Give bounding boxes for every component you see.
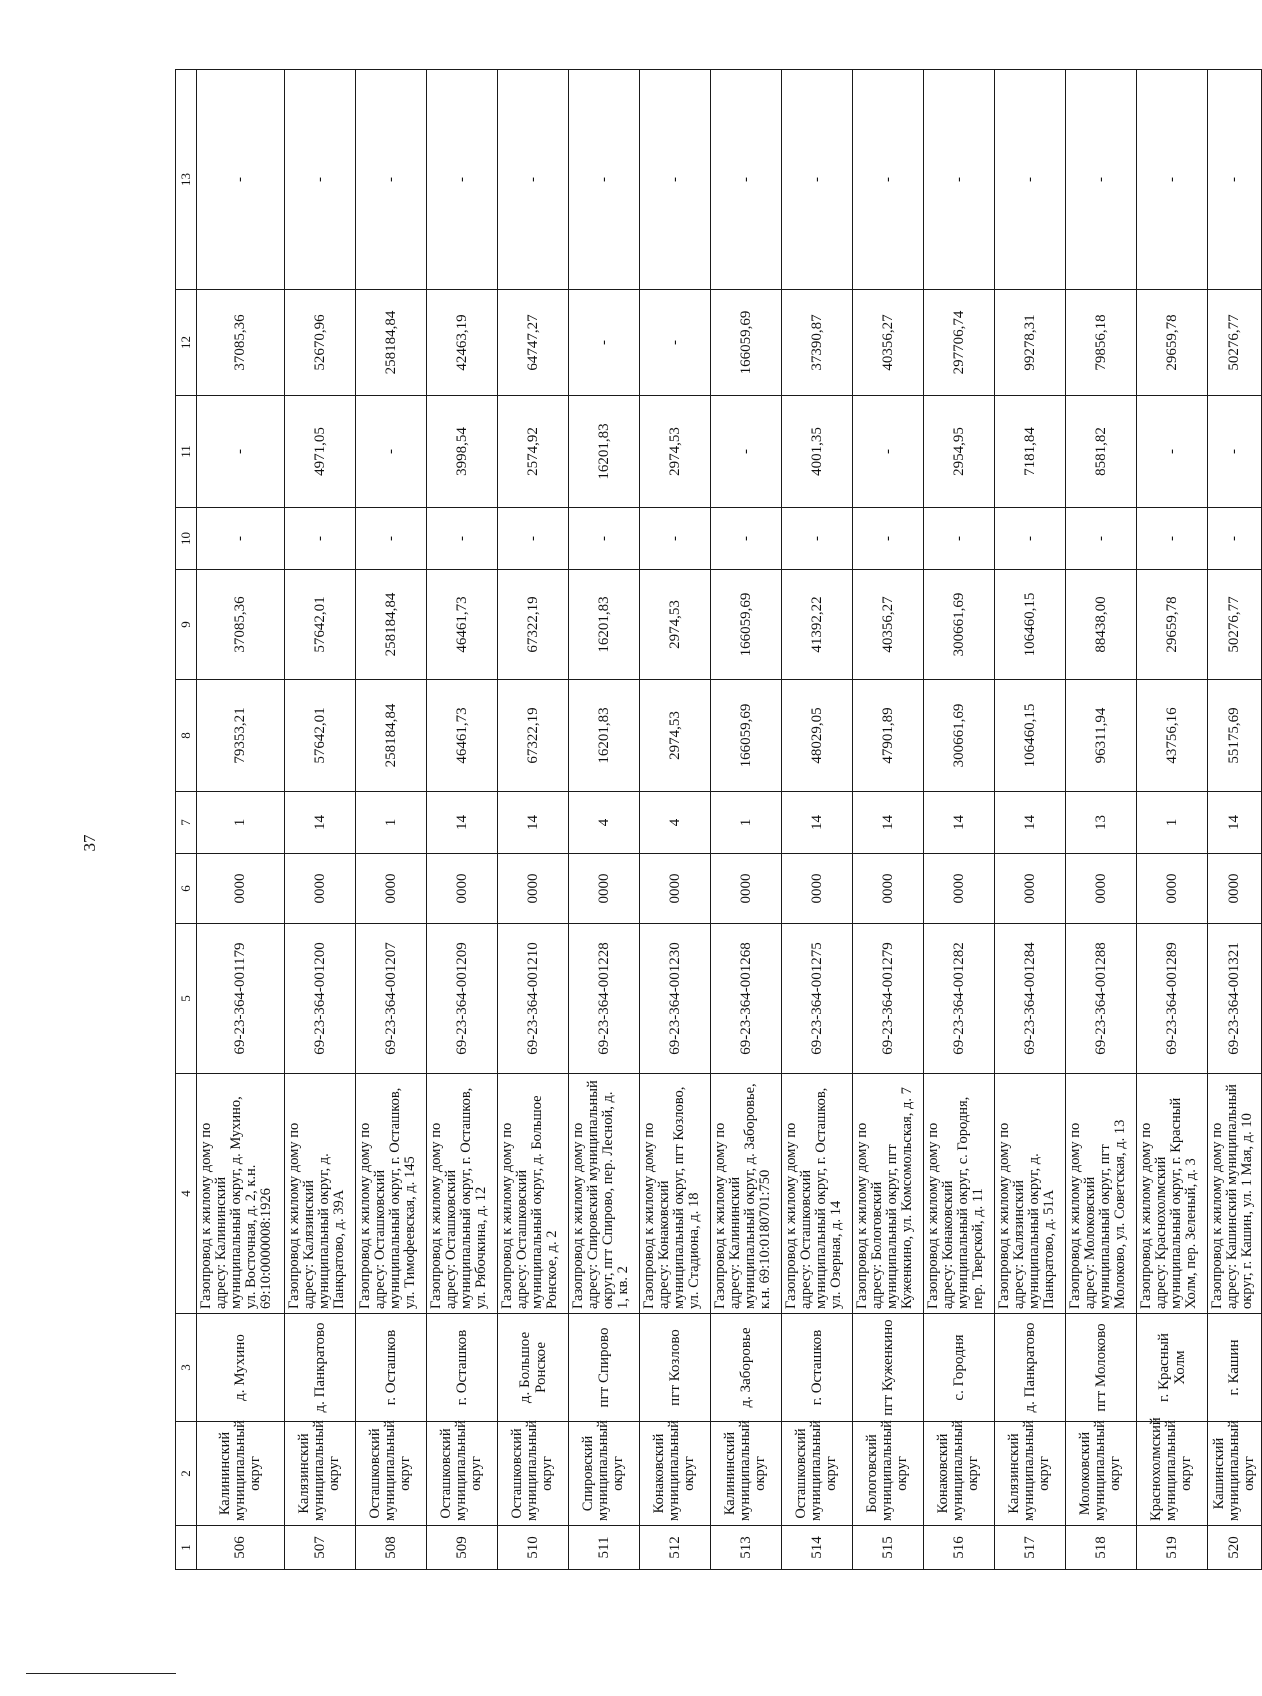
cell-municipal-district: Молоковский муниципальный округ (1065, 1422, 1136, 1526)
cell-value-13: - (568, 70, 639, 290)
cell-object-code: 69-23-364-001209 (426, 924, 497, 1074)
cell-value-8: 57642,01 (284, 680, 355, 792)
cell-value-10: - (1065, 508, 1136, 570)
cell-value-10: - (568, 508, 639, 570)
cell-municipal-district: Калязинский муниципальный округ (284, 1422, 355, 1526)
table-row (781, 70, 852, 1570)
cell-object-address: Газопровод к жилому дому по адресу: Кашинский муниципальный округ, г. Кашин, ул. 1 Мая, д. 10 (1207, 1074, 1261, 1314)
cell-row-number: 519 (1136, 1526, 1207, 1570)
cell-municipal-district: Калязинский муниципальный округ (994, 1422, 1065, 1526)
cell-value-10: - (994, 508, 1065, 570)
cell-object-address: Газопровод к жилому дому по адресу: Осташковский муниципальный округ, г. Осташков, ул. Озерная, д. 14 (781, 1074, 852, 1314)
cell-row-number: 515 (852, 1526, 923, 1570)
cell-value-11: 8581,82 (1065, 396, 1136, 508)
cell-row-number: 508 (355, 1526, 426, 1570)
cell-code-6: 0000 (710, 854, 781, 924)
cell-locality: д. Мухино (197, 1314, 285, 1422)
cell-value-10: - (355, 508, 426, 570)
cell-value-11: 4971,05 (284, 396, 355, 508)
cell-value-13: - (852, 70, 923, 290)
table-row (639, 70, 710, 1570)
cell-value-13: - (355, 70, 426, 290)
cell-value-12: 37085,36 (197, 290, 285, 396)
cell-object-code: 69-23-364-001207 (355, 924, 426, 1074)
cell-value-12: 64747,27 (497, 290, 568, 396)
cell-value-11: - (710, 396, 781, 508)
cell-row-number: 511 (568, 1526, 639, 1570)
table-body (197, 70, 1262, 1570)
cell-code-7: 4 (568, 792, 639, 854)
cell-value-9: 46461,73 (426, 570, 497, 680)
cell-municipal-district: Краснохолмский муниципальный округ (1136, 1422, 1207, 1526)
cell-code-7: 14 (497, 792, 568, 854)
cell-value-8: 96311,94 (1065, 680, 1136, 792)
cell-value-10: - (781, 508, 852, 570)
cell-value-8: 79353,21 (197, 680, 285, 792)
cell-row-number: 514 (781, 1526, 852, 1570)
cell-value-10: - (710, 508, 781, 570)
cell-code-7: 1 (197, 792, 285, 854)
cell-value-13: - (781, 70, 852, 290)
column-header-10: 10 (176, 508, 197, 570)
cell-object-code: 69-23-364-001210 (497, 924, 568, 1074)
cell-object-address: Газопровод к жилому дому по адресу: Молоковский муниципальный округ, пгт Молоково, ул. Советская, д. 13 (1065, 1074, 1136, 1314)
cell-value-9: 57642,01 (284, 570, 355, 680)
cell-object-address: Газопровод к жилому дому по адресу: Краснохолмский муниципальный округ, г. Красный Холм, пер. Зеленый, д. 3 (1136, 1074, 1207, 1314)
column-header-7: 7 (176, 792, 197, 854)
cell-object-address: Газопровод к жилому дому по адресу: Калязинский муниципальный округ, д. Панкратово, д. 51А (994, 1074, 1065, 1314)
cell-value-10: - (197, 508, 285, 570)
cell-value-9: 67322,19 (497, 570, 568, 680)
cell-code-6: 0000 (1065, 854, 1136, 924)
cell-code-7: 14 (1207, 792, 1261, 854)
footnote-divider (26, 1673, 176, 1674)
cell-row-number: 507 (284, 1526, 355, 1570)
cell-locality: д. Заборовье (710, 1314, 781, 1422)
cell-value-13: - (710, 70, 781, 290)
table-row (197, 70, 285, 1570)
cell-value-12: 50276,77 (1207, 290, 1261, 396)
cell-value-8: 46461,73 (426, 680, 497, 792)
column-header-1: 1 (176, 1526, 197, 1570)
cell-value-9: 88438,00 (1065, 570, 1136, 680)
cell-object-code: 69-23-364-001268 (710, 924, 781, 1074)
cell-value-9: 2974,53 (639, 570, 710, 680)
cell-value-12: 37390,87 (781, 290, 852, 396)
cell-value-12: 42463,19 (426, 290, 497, 396)
cell-code-6: 0000 (923, 854, 994, 924)
cell-value-10: - (923, 508, 994, 570)
cell-value-11: - (197, 396, 285, 508)
cell-value-8: 43756,16 (1136, 680, 1207, 792)
cell-locality: г. Осташков (781, 1314, 852, 1422)
column-header-6: 6 (176, 854, 197, 924)
cell-value-11: 3998,54 (426, 396, 497, 508)
cell-locality: г. Кашин (1207, 1314, 1261, 1422)
cell-value-11: 2954,95 (923, 396, 994, 508)
cell-locality: г. Красный Холм (1136, 1314, 1207, 1422)
cell-value-10: - (426, 508, 497, 570)
cell-value-8: 2974,53 (639, 680, 710, 792)
cell-value-11: 16201,83 (568, 396, 639, 508)
cell-value-8: 16201,83 (568, 680, 639, 792)
cell-value-12: 166059,69 (710, 290, 781, 396)
table-row (1065, 70, 1136, 1570)
cell-value-13: - (284, 70, 355, 290)
cell-municipal-district: Кашинский муниципальный округ (1207, 1422, 1261, 1526)
cell-object-address: Газопровод к жилому дому по адресу: Калининский муниципальный округ, д. Заборовье, к.н. 69:10:0180701:750 (710, 1074, 781, 1314)
cell-code-7: 1 (710, 792, 781, 854)
cell-object-address: Газопровод к жилому дому по адресу: Калининский муниципальный округ, д. Мухино, ул. Восточная, д. 2, к.н. 69:10:0000008:1926 (197, 1074, 285, 1314)
cell-municipal-district: Осташковский муниципальный округ (355, 1422, 426, 1526)
cell-code-7: 13 (1065, 792, 1136, 854)
cell-object-code: 69-23-364-001321 (1207, 924, 1261, 1074)
cell-municipal-district: Бологовский муниципальный округ (852, 1422, 923, 1526)
cell-value-9: 40356,27 (852, 570, 923, 680)
cell-object-code: 69-23-364-001230 (639, 924, 710, 1074)
cell-value-11: 2974,53 (639, 396, 710, 508)
table-row (355, 70, 426, 1570)
cell-locality: пгт Куженкино (852, 1314, 923, 1422)
cell-object-code: 69-23-364-001275 (781, 924, 852, 1074)
cell-municipal-district: Калининский муниципальный округ (197, 1422, 285, 1526)
cell-object-address: Газопровод к жилому дому по адресу: Конаковский муниципальный округ, пгт Козлово, ул. Стадиона, д. 18 (639, 1074, 710, 1314)
column-header-3: 3 (176, 1314, 197, 1422)
cell-value-12: 99278,31 (994, 290, 1065, 396)
page-number: 37 (80, 834, 99, 852)
cell-municipal-district: Конаковский муниципальный округ (639, 1422, 710, 1526)
column-header-5: 5 (176, 924, 197, 1074)
cell-value-12: 52670,96 (284, 290, 355, 396)
cell-code-6: 0000 (639, 854, 710, 924)
table-row (497, 70, 568, 1570)
cell-value-11: 7181,84 (994, 396, 1065, 508)
cell-object-address: Газопровод к жилому дому по адресу: Осташковский муниципальный округ, г. Осташков, ул. Рябочкина, д. 12 (426, 1074, 497, 1314)
cell-value-9: 166059,69 (710, 570, 781, 680)
registry-table-rotated (175, 70, 1262, 1570)
cell-code-6: 0000 (497, 854, 568, 924)
cell-locality: д. Большое Ронское (497, 1314, 568, 1422)
cell-value-9: 16201,83 (568, 570, 639, 680)
cell-value-9: 258184,84 (355, 570, 426, 680)
column-header-8: 8 (176, 680, 197, 792)
cell-value-11: 2574,92 (497, 396, 568, 508)
cell-municipal-district: Осташковский муниципальный округ (781, 1422, 852, 1526)
cell-row-number: 517 (994, 1526, 1065, 1570)
column-header-4: 4 (176, 1074, 197, 1314)
cell-value-12: 79856,18 (1065, 290, 1136, 396)
cell-value-13: - (994, 70, 1065, 290)
cell-code-7: 14 (284, 792, 355, 854)
cell-code-6: 0000 (568, 854, 639, 924)
cell-value-12: - (639, 290, 710, 396)
cell-value-13: - (923, 70, 994, 290)
cell-value-8: 300661,69 (923, 680, 994, 792)
cell-code-6: 0000 (852, 854, 923, 924)
cell-locality: д. Панкратово (994, 1314, 1065, 1422)
cell-code-6: 0000 (284, 854, 355, 924)
cell-municipal-district: Калининский муниципальный округ (710, 1422, 781, 1526)
table-row (426, 70, 497, 1570)
cell-value-13: - (1207, 70, 1261, 290)
cell-value-11: - (852, 396, 923, 508)
cell-code-6: 0000 (197, 854, 285, 924)
cell-municipal-district: Осташковский муниципальный округ (426, 1422, 497, 1526)
cell-municipal-district: Спировский муниципальный округ (568, 1422, 639, 1526)
cell-code-7: 1 (355, 792, 426, 854)
cell-row-number: 516 (923, 1526, 994, 1570)
cell-value-12: 297706,74 (923, 290, 994, 396)
cell-value-13: - (639, 70, 710, 290)
cell-value-8: 258184,84 (355, 680, 426, 792)
table-row (923, 70, 994, 1570)
cell-row-number: 506 (197, 1526, 285, 1570)
cell-code-6: 0000 (1207, 854, 1261, 924)
cell-value-10: - (497, 508, 568, 570)
table-row (1207, 70, 1261, 1570)
cell-value-13: - (197, 70, 285, 290)
column-number-header-row (176, 70, 197, 1570)
cell-code-7: 1 (1136, 792, 1207, 854)
table-row (284, 70, 355, 1570)
cell-value-8: 48029,05 (781, 680, 852, 792)
cell-value-8: 55175,69 (1207, 680, 1261, 792)
cell-locality: с. Городня (923, 1314, 994, 1422)
cell-value-9: 41392,22 (781, 570, 852, 680)
cell-value-8: 47901,89 (852, 680, 923, 792)
cell-locality: д. Панкратово (284, 1314, 355, 1422)
cell-value-9: 37085,36 (197, 570, 285, 680)
cell-value-10: - (284, 508, 355, 570)
cell-row-number: 509 (426, 1526, 497, 1570)
table-row (710, 70, 781, 1570)
column-header-2: 2 (176, 1422, 197, 1526)
cell-value-9: 29659,78 (1136, 570, 1207, 680)
cell-object-code: 69-23-364-001282 (923, 924, 994, 1074)
cell-locality: пгт Козлово (639, 1314, 710, 1422)
cell-value-12: 258184,84 (355, 290, 426, 396)
cell-object-code: 69-23-364-001288 (1065, 924, 1136, 1074)
cell-value-11: - (1207, 396, 1261, 508)
cell-value-8: 106460,15 (994, 680, 1065, 792)
cell-locality: г. Осташков (426, 1314, 497, 1422)
cell-locality: пгт Молоково (1065, 1314, 1136, 1422)
cell-code-6: 0000 (355, 854, 426, 924)
table-row (852, 70, 923, 1570)
cell-object-address: Газопровод к жилому дому по адресу: Спировский муниципальный округ, пгт Спирово, пер. Лесной, д. 1, кв. 2 (568, 1074, 639, 1314)
cell-object-address: Газопровод к жилому дому по адресу: Конаковский муниципальный округ, с. Городня, пер. Тверской, д. 11 (923, 1074, 994, 1314)
table-row (994, 70, 1065, 1570)
cell-object-code: 69-23-364-001200 (284, 924, 355, 1074)
cell-code-6: 0000 (1136, 854, 1207, 924)
cell-object-address: Газопровод к жилому дому по адресу: Осташковский муниципальный округ, д. Большое Ронское, д. 2 (497, 1074, 568, 1314)
cell-row-number: 513 (710, 1526, 781, 1570)
table-row (1136, 70, 1207, 1570)
table-row (568, 70, 639, 1570)
column-header-11: 11 (176, 396, 197, 508)
cell-code-7: 14 (781, 792, 852, 854)
cell-code-7: 14 (994, 792, 1065, 854)
cell-value-10: - (1136, 508, 1207, 570)
cell-value-9: 300661,69 (923, 570, 994, 680)
cell-value-8: 166059,69 (710, 680, 781, 792)
cell-object-code: 69-23-364-001179 (197, 924, 285, 1074)
cell-object-code: 69-23-364-001279 (852, 924, 923, 1074)
cell-value-8: 67322,19 (497, 680, 568, 792)
cell-value-11: - (355, 396, 426, 508)
cell-object-code: 69-23-364-001228 (568, 924, 639, 1074)
cell-object-code: 69-23-364-001289 (1136, 924, 1207, 1074)
column-header-13: 13 (176, 70, 197, 290)
cell-value-12: - (568, 290, 639, 396)
cell-code-7: 14 (852, 792, 923, 854)
column-header-9: 9 (176, 570, 197, 680)
cell-value-10: - (639, 508, 710, 570)
cell-object-code: 69-23-364-001284 (994, 924, 1065, 1074)
cell-value-9: 50276,77 (1207, 570, 1261, 680)
cell-code-6: 0000 (994, 854, 1065, 924)
cell-value-10: - (1207, 508, 1261, 570)
cell-code-6: 0000 (426, 854, 497, 924)
cell-value-11: - (1136, 396, 1207, 508)
cell-row-number: 518 (1065, 1526, 1136, 1570)
cell-municipal-district: Конаковский муниципальный округ (923, 1422, 994, 1526)
cell-value-13: - (1065, 70, 1136, 290)
cell-row-number: 512 (639, 1526, 710, 1570)
cell-locality: пгт Спирово (568, 1314, 639, 1422)
cell-value-13: - (426, 70, 497, 290)
cell-locality: г. Осташков (355, 1314, 426, 1422)
cell-value-12: 29659,78 (1136, 290, 1207, 396)
cell-object-address: Газопровод к жилому дому по адресу: Осташковский муниципальный округ, г. Осташков, ул. Тимофеевская, д. 145 (355, 1074, 426, 1314)
cell-value-13: - (1136, 70, 1207, 290)
cell-object-address: Газопровод к жилому дому по адресу: Калязинский муниципальный округ, д. Панкратово, д. 39А (284, 1074, 355, 1314)
cell-object-address: Газопровод к жилому дому по адресу: Бологовский муниципальный округ, пгт Куженкино, ул. Комсомольская, д. 7 (852, 1074, 923, 1314)
cell-code-7: 14 (923, 792, 994, 854)
cell-code-7: 4 (639, 792, 710, 854)
cell-value-11: 4001,35 (781, 396, 852, 508)
cell-code-7: 14 (426, 792, 497, 854)
gas-pipeline-registry-table (175, 69, 1262, 1570)
cell-value-13: - (497, 70, 568, 290)
cell-municipal-district: Осташковский муниципальный округ (497, 1422, 568, 1526)
cell-row-number: 510 (497, 1526, 568, 1570)
cell-value-9: 106460,15 (994, 570, 1065, 680)
cell-code-6: 0000 (781, 854, 852, 924)
cell-value-12: 40356,27 (852, 290, 923, 396)
cell-value-10: - (852, 508, 923, 570)
column-header-12: 12 (176, 290, 197, 396)
cell-row-number: 520 (1207, 1526, 1261, 1570)
